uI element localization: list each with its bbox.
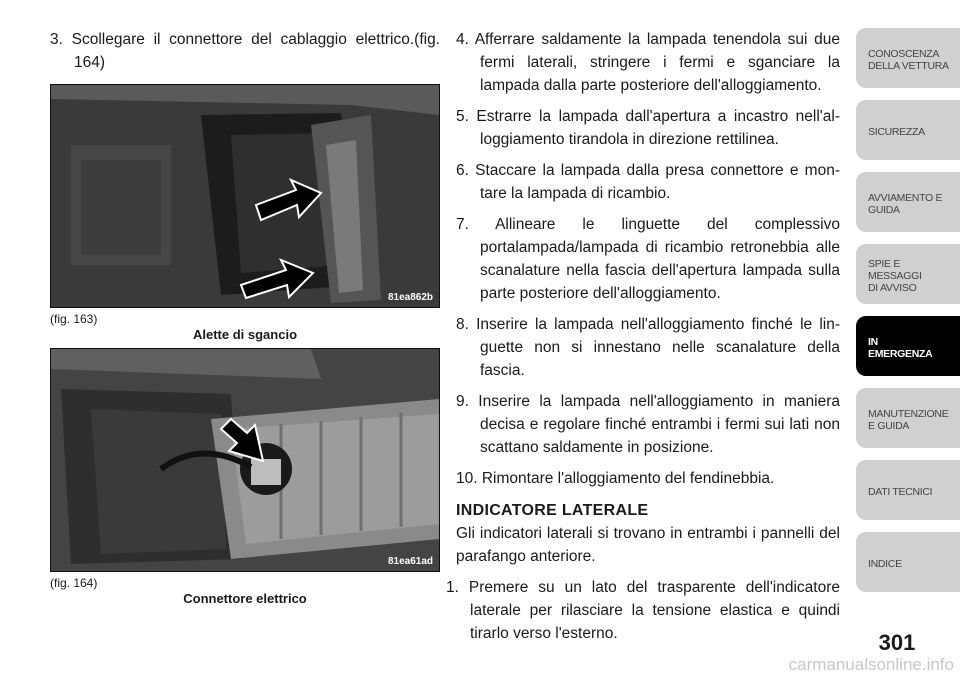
figure-caption: Alette di sgancio (192, 327, 298, 342)
step-6: 6. Staccare la lampada dalla presa connettore e mon-tare la lampada di ricambio. (456, 162, 840, 202)
tab-sicurezza[interactable] (856, 100, 960, 160)
step-3: 3. Scollegare il connettore del cablaggio elettrico.(fig. 164) (50, 31, 440, 71)
tab-dati-tecnici[interactable] (856, 460, 960, 520)
figure-caption: Connettore elettrico (183, 591, 307, 606)
photo-electrical-connector (50, 348, 440, 572)
tab-conoscenza-vettura[interactable] (856, 28, 960, 88)
step-5: 5. Estrarre la lampada dall'apertura a incastro nell'al-loggiamento tirandola in direzione rettilinea. (456, 108, 840, 148)
tab-label: SICUREZZA (868, 126, 925, 138)
section-tabs (856, 28, 960, 604)
photo-electrical-connector-illustration (51, 349, 439, 571)
right-column (446, 28, 840, 653)
step-7: 7. Allineare le linguette del complessivo portalampada/lampada di ricambio retronebbia alle scanalature nella fascia dell'apertura lampada sulla parte posteriore dell'alloggiamento. (456, 216, 840, 302)
tab-spie-messaggi[interactable] (856, 244, 960, 304)
watermark: carmanualsonline.info (788, 655, 954, 674)
step-4: 4. Afferrare saldamente la lampada tenendola sui due fermi laterali, stringere i fermi e sganciare la lampada dalla parte posteriore dell'alloggiamento. (456, 31, 840, 94)
tab-indice[interactable] (856, 532, 960, 592)
tab-in-emergenza[interactable] (856, 316, 960, 376)
tab-label: DATI TECNICI (868, 486, 933, 498)
photo-release-tabs (50, 84, 440, 308)
tab-label: INDICE (868, 558, 902, 570)
tab-manutenzione[interactable] (856, 388, 960, 448)
step-10: 10. Rimontare l'alloggiamento del fendinebbia. (456, 470, 775, 487)
tab-label: IN EMERGENZA (868, 336, 933, 360)
page-number: 301 (878, 630, 916, 655)
step-9: 9. Inserire la lampada nell'alloggiamento in maniera decisa e regolare finché entrambi i fermi sui lati non scattano saldamente in posizione. (456, 393, 840, 456)
tab-avviamento-guida[interactable] (856, 172, 960, 232)
tab-label: CONOSCENZA DELLA VETTURA (868, 48, 949, 72)
section-paragraph: Gli indicatori laterali si trovano in entrambi i pannelli del parafango anteriore. (456, 525, 840, 565)
photo-code: 81ea61ad (387, 556, 433, 567)
photo-code: 81ea862b (387, 292, 433, 303)
section-heading: INDICATORE LATERALE (456, 502, 649, 519)
tab-label: MANUTENZIONE E GUIDA (868, 408, 949, 432)
left-column (50, 28, 440, 606)
photo-release-tabs-illustration (51, 85, 439, 307)
figure-reference: (fig. 164) (50, 576, 98, 590)
tab-label: AVVIAMENTO E GUIDA (868, 192, 943, 216)
figure-reference: (fig. 163) (50, 312, 98, 326)
step-8: 8. Inserire la lampada nell'alloggiamento finché le lin-guette non si innestano nelle scanalature della fascia. (456, 316, 840, 379)
sub-step-1: 1. Premere su un lato del trasparente dell'indicatore laterale per rilasciare la tensione elastica e quindi tirarlo verso l'esterno. (446, 579, 840, 642)
tab-label: SPIE E MESSAGGI DI AVVISO (868, 258, 922, 294)
